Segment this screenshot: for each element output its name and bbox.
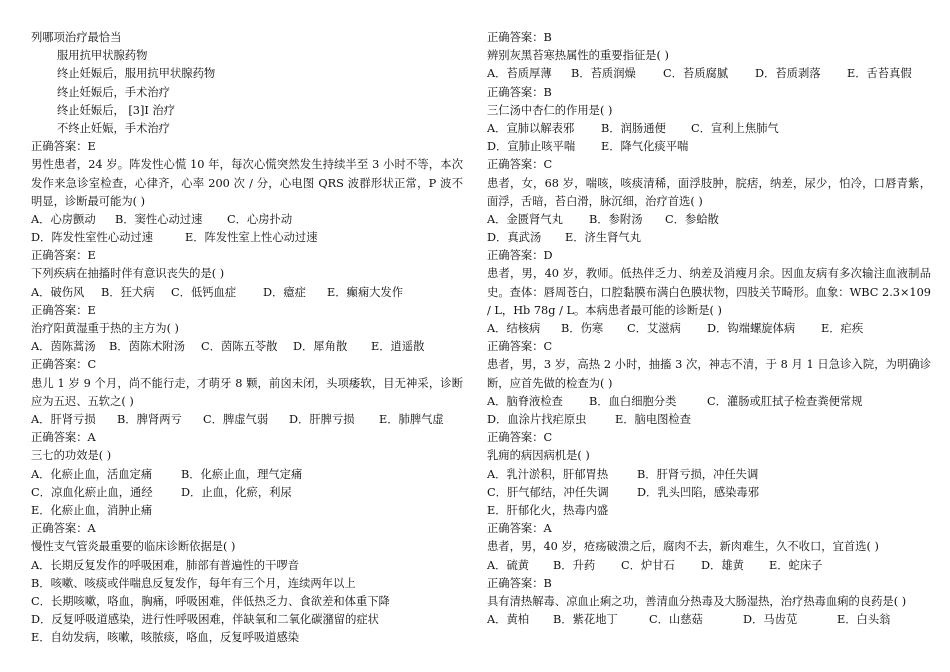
answer-option: B．伤寒 xyxy=(561,322,604,336)
text-line: D．反复呼吸道感染，进行性呼吸困难，伴缺氧和二氧化碳潴留的症状 xyxy=(31,613,379,627)
answer-option: E．阵发性室上性心动过速 xyxy=(185,231,318,245)
answer-option: B．脾肾两亏 xyxy=(117,413,182,427)
answer-option: A．化瘀止血，活血定痛 xyxy=(31,467,153,481)
answer-option: C．炉甘石 xyxy=(621,558,675,572)
text-line: 终止妊娠后，手术治疗 xyxy=(57,85,170,99)
answer-option: D．乳头凹陷，感染毒邪 xyxy=(637,485,760,499)
answer-option: E．脑电图检查 xyxy=(615,413,692,427)
option-row xyxy=(31,411,463,429)
option-row xyxy=(487,466,931,484)
text-line: E．化瘀止血，消肿止痛 xyxy=(31,503,153,517)
option-row xyxy=(31,211,463,229)
text-line: B．咳嗽、咳痰或伴喘息反复发作，每年有三个月，连续两年以上 xyxy=(31,576,356,590)
correct-answer: 正确答案：A xyxy=(31,522,96,536)
answer-option: E．舌苔真假 xyxy=(847,67,912,81)
answer-option: D．钩端螺旋体病 xyxy=(707,322,796,336)
text-line: 服用抗甲状腺药物 xyxy=(57,49,148,63)
option-row xyxy=(487,120,931,138)
answer-option: A．肝肾亏损 xyxy=(31,413,96,427)
answer-option: A．茵陈蒿汤 xyxy=(31,340,96,354)
answer-option: E．蛇床子 xyxy=(769,558,823,572)
answer-option: D．肝脾亏损 xyxy=(289,413,355,427)
answer-option: C．凉血化瘀止血，通经 xyxy=(31,485,153,499)
question-stem: 具有清热解毒、凉血止痢之功，善清血分热毒及大肠湿热，治疗热毒血痢的良药是( ) xyxy=(487,594,907,608)
answer-option: B．润肠通便 xyxy=(601,121,666,135)
answer-option: D．苔质剥落 xyxy=(755,67,821,81)
answer-option: C．肝气郁结，冲任失调 xyxy=(487,485,609,499)
answer-option: A．心房颤动 xyxy=(31,212,96,226)
answer-option: E．降气化痰平喘 xyxy=(601,140,689,154)
correct-answer: 正确答案：C xyxy=(487,340,553,354)
correct-answer: 正确答案：B xyxy=(487,576,552,590)
option-row xyxy=(487,393,931,411)
answer-option: B．窦性心动过速 xyxy=(115,212,203,226)
option-row xyxy=(487,484,931,502)
question-stem: 患者，男，40 岁，教师。低热伴乏力、纳差及消瘦月余。因血友病有多次输注血液制品史。查体：唇周苍白，口腔黏膜布满白色膜状物，四肢关节畸形。血象：WBC 2.3×109 / L，Hb 78g / L。本病患者最可能的诊断是( ) xyxy=(487,267,931,317)
question-stem: 乳痈的病因病机是( ) xyxy=(487,449,590,463)
answer-option: B．参附汤 xyxy=(589,212,643,226)
text-line: E．自幼发病，咳嗽，咳脓痰，咯血，反复呼吸道感染 xyxy=(31,631,300,645)
option-row xyxy=(487,65,931,83)
question-stem: 治疗阳黄湿重于热的主方为( ) xyxy=(31,322,179,336)
answer-option: E．疟疾 xyxy=(821,322,864,336)
answer-option: A．黄柏 xyxy=(487,613,530,627)
answer-option: A．结核病 xyxy=(487,322,541,336)
answer-option: C．艾滋病 xyxy=(627,322,681,336)
answer-option: B．升药 xyxy=(553,558,596,572)
answer-option: A．苔质厚薄 xyxy=(487,67,552,81)
option-row xyxy=(31,284,463,302)
correct-answer: 正确答案：B xyxy=(487,31,552,44)
question-stem: 下列疾病在抽搐时伴有意识丧失的是( ) xyxy=(31,267,225,281)
answer-option: C．参蛤散 xyxy=(665,212,719,226)
option-row xyxy=(487,611,931,629)
correct-answer: 正确答案：A xyxy=(487,522,552,536)
answer-option: A．乳汁淤积，肝郁胃热 xyxy=(487,467,609,481)
answer-option: B．狂犬病 xyxy=(101,285,155,299)
left-column xyxy=(31,29,463,647)
answer-option: E．济生肾气丸 xyxy=(565,231,642,245)
answer-option: B．化瘀止血，理气定痛 xyxy=(181,467,303,481)
answer-option: C．灌肠或肛拭子检查粪便常规 xyxy=(707,394,863,408)
answer-option: A．金匮肾气丸 xyxy=(487,212,563,226)
text-line: E．肝郁化火，热毒内盛 xyxy=(487,503,609,517)
option-row xyxy=(487,411,931,429)
option-row xyxy=(487,138,931,156)
answer-option: E．肺脾气虚 xyxy=(379,413,444,427)
option-row xyxy=(31,466,463,484)
answer-option: C．苔质腐腻 xyxy=(663,67,729,81)
correct-answer: 正确答案：E xyxy=(31,303,96,317)
option-row xyxy=(487,211,931,229)
text-line: 列哪项治疗最恰当 xyxy=(31,31,122,44)
answer-option: B．茵陈术附汤 xyxy=(109,340,186,354)
option-row xyxy=(31,484,463,502)
right-column xyxy=(487,29,931,629)
correct-answer: 正确答案：C xyxy=(487,158,553,172)
answer-option: C．宣利上焦肺气 xyxy=(691,121,779,135)
answer-option: D．真武汤 xyxy=(487,231,542,245)
option-row xyxy=(487,229,931,247)
answer-option: C．山慈菇 xyxy=(649,613,703,627)
answer-option: D．雄黄 xyxy=(701,558,744,572)
correct-answer: 正确答案：E xyxy=(31,249,96,263)
answer-option: A．破伤风 xyxy=(31,285,85,299)
text-line: 终止妊娠后，服用抗甲状腺药物 xyxy=(57,67,216,81)
answer-option: D．癔症 xyxy=(263,285,306,299)
answer-option: B．肝肾亏损，冲任失调 xyxy=(637,467,759,481)
question-stem: 三七的功效是( ) xyxy=(31,449,112,463)
answer-option: D．犀角散 xyxy=(293,340,348,354)
correct-answer: 正确答案：E xyxy=(31,140,96,154)
answer-option: D．血涂片找疟原虫 xyxy=(487,413,587,427)
answer-option: E．白头翁 xyxy=(837,613,891,627)
answer-option: A．宣肺以解表邪 xyxy=(487,121,575,135)
text-line: C．长期咳嗽，咯血，胸痛，呼吸困难，伴低热乏力、食欲差和体重下降 xyxy=(31,594,390,608)
answer-option: C．茵陈五苓散 xyxy=(201,340,278,354)
answer-option: C．低钙血症 xyxy=(171,285,237,299)
option-row xyxy=(487,320,931,338)
answer-option: B．苔质润燥 xyxy=(571,67,636,81)
answer-option: B．紫花地丁 xyxy=(553,613,618,627)
correct-answer: 正确答案：C xyxy=(487,431,553,445)
correct-answer: 正确答案：C xyxy=(31,358,97,372)
answer-option: E．逍遥散 xyxy=(371,340,425,354)
answer-option: D．马齿苋 xyxy=(743,613,798,627)
question-stem: 慢性支气管炎最重要的临床诊断依据是( ) xyxy=(31,540,236,554)
answer-option: E．癫痫大发作 xyxy=(327,285,404,299)
question-stem: 患儿 1 岁 9 个月，尚不能行走，才萌牙 8 颗，前囟未闭，头项痿软，目无神采，诊断应为五迟、五软之( ) xyxy=(31,376,463,408)
option-row xyxy=(487,557,931,575)
question-stem: 患者，男，40 岁，疮疡破溃之后，腐肉不去，新肉难生，久不收口，宜首选( ) xyxy=(487,540,879,554)
question-stem: 患者，男，3 岁，高热 2 小时，抽搐 3 次，神志不清，于 8 月 1 日急诊入院，为明确诊断，应首先做的检查为( ) xyxy=(487,358,931,390)
text-line: A．长期反复发作的呼吸困难，肺部有普遍性的干啰音 xyxy=(31,558,299,572)
answer-option: D．止血，化瘀，利尿 xyxy=(181,485,292,499)
correct-answer: 正确答案：D xyxy=(487,249,553,263)
option-row xyxy=(31,338,463,356)
answer-option: D．阵发性室性心动过速 xyxy=(31,231,154,245)
text-line: 不终止妊娠，手术治疗 xyxy=(57,121,170,135)
answer-option: A．脑脊液检查 xyxy=(487,394,563,408)
question-stem: 男性患者，24 岁。阵发性心慌 10 年，每次心慌突然发生持续半至 3 小时不等，本次发作来急诊室检查，心律齐，心率 200 次 / 分，心电图 QRS 波群形状正常，P 波不明显，诊断最可能为( ) xyxy=(31,158,463,208)
answer-option: A．硫黄 xyxy=(487,558,530,572)
text-line: 终止妊娠后， [3]I 治疗 xyxy=(57,103,176,117)
answer-option: D．宣肺止咳平喘 xyxy=(487,140,576,154)
option-row xyxy=(31,229,463,247)
question-stem: 辨别灰黑苔寒热属性的重要指征是( ) xyxy=(487,49,669,63)
answer-option: B．血白细胞分类 xyxy=(589,394,677,408)
correct-answer: 正确答案：B xyxy=(487,85,552,99)
question-stem: 三仁汤中杏仁的作用是( ) xyxy=(487,103,613,117)
correct-answer: 正确答案：A xyxy=(31,431,96,445)
answer-option: C．心房扑动 xyxy=(227,212,293,226)
question-stem: 患者，女，68 岁，喘咳，咳痰清稀，面浮肢肿，脘痞，纳差，尿少，怕冷，口唇青紫，面浮，舌暗，苔白滑，脉沉细，治疗首选( ) xyxy=(487,176,931,208)
answer-option: C．脾虚气弱 xyxy=(203,413,269,427)
